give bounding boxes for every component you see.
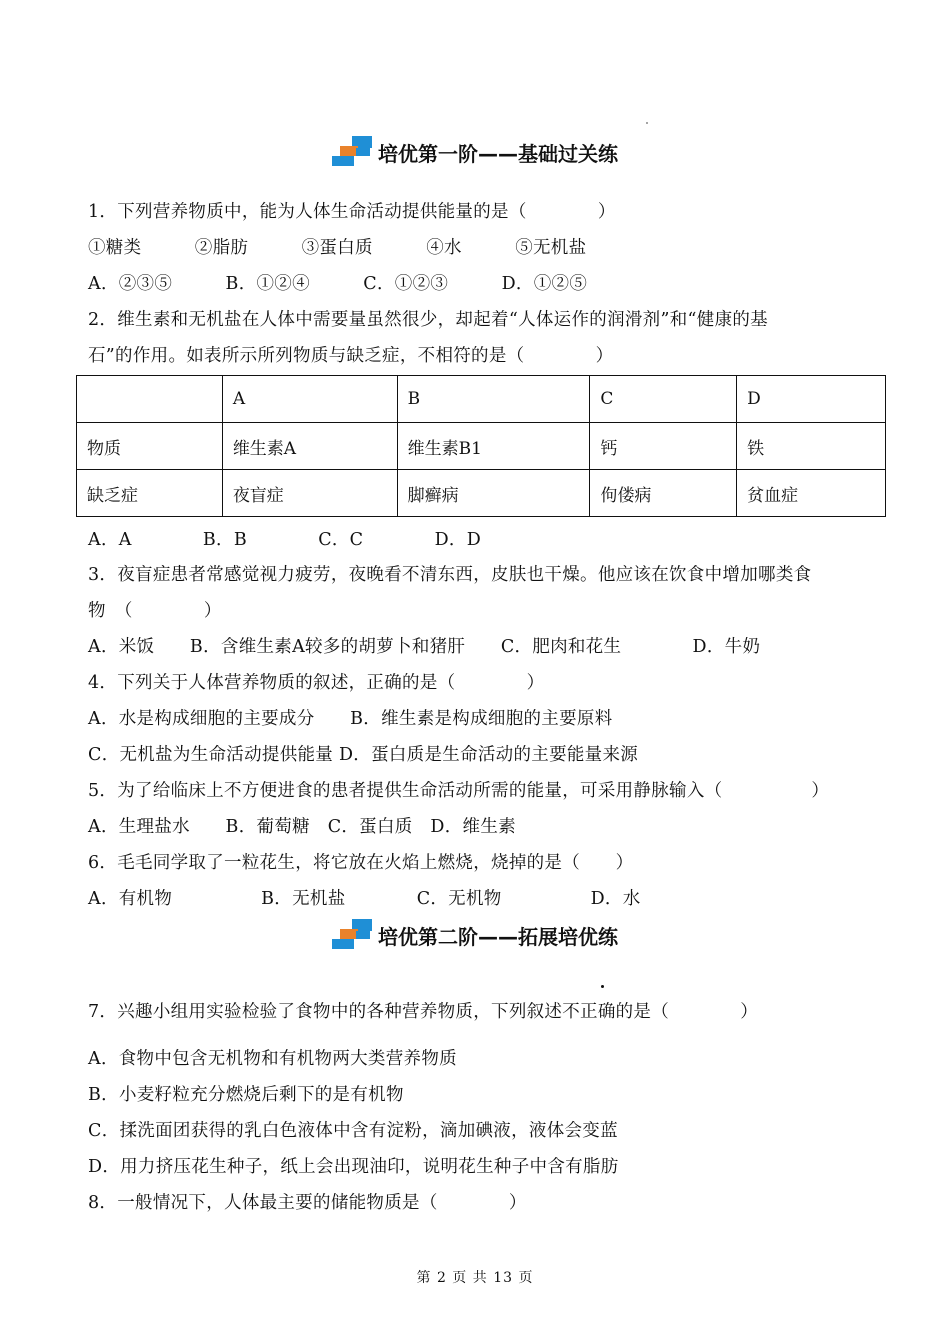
section-logo-icon [332,919,374,951]
question-1-options: A．②③⑤ B．①②④ C．①②③ D．①②⑤ [88,274,588,294]
emphasis-dot [601,985,604,988]
table-cell: A [222,376,397,423]
section-heading-1 [0,136,950,168]
table-cell: 贫血症 [737,470,886,517]
table-cell: 铁 [737,423,886,470]
question-2-line1: 2．维生素和无机盐在人体中需要量虽然很少，却起着“人体运作的润滑剂”和“健康的基 [88,310,768,330]
question-2-table [76,375,886,517]
table-cell: 物质 [77,423,223,470]
question-5-options: A．生理盐水 B．葡萄糖 C．蛋白质 D．维生素 [88,817,516,837]
table-row [77,423,886,470]
section-heading-2 [0,919,950,951]
question-2-line2: 石”的作用。如表所示所列物质与缺乏症，不相符的是（ ） [88,346,614,366]
question-5: 5．为了给临床上不方便进食的患者提供生命活动所需的能量，可采用静脉输入（ ） [88,781,830,801]
table-cell: 夜盲症 [222,470,397,517]
question-3-options: A．米饭 B．含维生素A较多的胡萝卜和猪肝 C．肥肉和花生 D．牛奶 [88,637,761,657]
table-cell: 维生素A [222,423,397,470]
question-8: 8．一般情况下，人体最主要的储能物质是（ ） [88,1193,527,1213]
section-title-2: 培优第二阶——拓展培优练 [378,924,618,949]
question-7-option-a: A．食物中包含无机物和有机物两大类营养物质 [88,1049,457,1069]
table-row [77,470,886,517]
table-cell: 维生素B1 [397,423,590,470]
table-cell: 佝偻病 [590,470,737,517]
question-4-options-cd: C．无机盐为生命活动提供能量 D．蛋白质是生命活动的主要能量来源 [88,745,639,765]
table-cell: 钙 [590,423,737,470]
question-4: 4．下列关于人体营养物质的叙述，正确的是（ ） [88,673,545,693]
question-1: 1．下列营养物质中，能为人体生命活动提供能量的是（ ） [88,202,616,222]
table-cell [77,376,223,423]
question-6: 6．毛毛同学取了一粒花生，将它放在火焰上燃烧，烧掉的是（ ） [88,853,634,873]
question-7: 7．兴趣小组用实验检验了食物中的各种营养物质，下列叙述不正确的是（ ） [88,1002,759,1022]
question-7-option-d: D．用力挤压花生种子，纸上会出现油印，说明花生种子中含有脂肪 [88,1157,619,1177]
table-cell: 缺乏症 [77,470,223,517]
speck [646,122,648,124]
table-cell: C [590,376,737,423]
page-footer: 第 2 页 共 13 页 [416,1270,534,1286]
table-cell: D [737,376,886,423]
question-1-items: ①糖类 ②脂肪 ③蛋白质 ④水 ⑤无机盐 [88,238,587,258]
table-row [77,376,886,423]
question-4-options-ab: A．水是构成细胞的主要成分 B．维生素是构成细胞的主要原料 [88,709,613,729]
section-logo-icon [332,136,374,168]
question-6-options: A．有机物 B．无机盐 C．无机物 D．水 [88,889,641,909]
table-cell: B [397,376,590,423]
section-title-1: 培优第一阶——基础过关练 [378,141,618,166]
question-3-line1: 3．夜盲症患者常感觉视力疲劳，夜晚看不清东西，皮肤也干燥。他应该在饮食中增加哪类食 [88,565,812,585]
table-cell: 脚癣病 [397,470,590,517]
question-2-options: A．A B．B C．C D．D [88,530,482,550]
question-7-option-b: B．小麦籽粒充分燃烧后剩下的是有机物 [88,1085,404,1105]
question-3-line2: 物 （ ） [88,601,222,621]
question-7-option-c: C．揉洗面团获得的乳白色液体中含有淀粉，滴加碘液，液体会变蓝 [88,1121,618,1141]
